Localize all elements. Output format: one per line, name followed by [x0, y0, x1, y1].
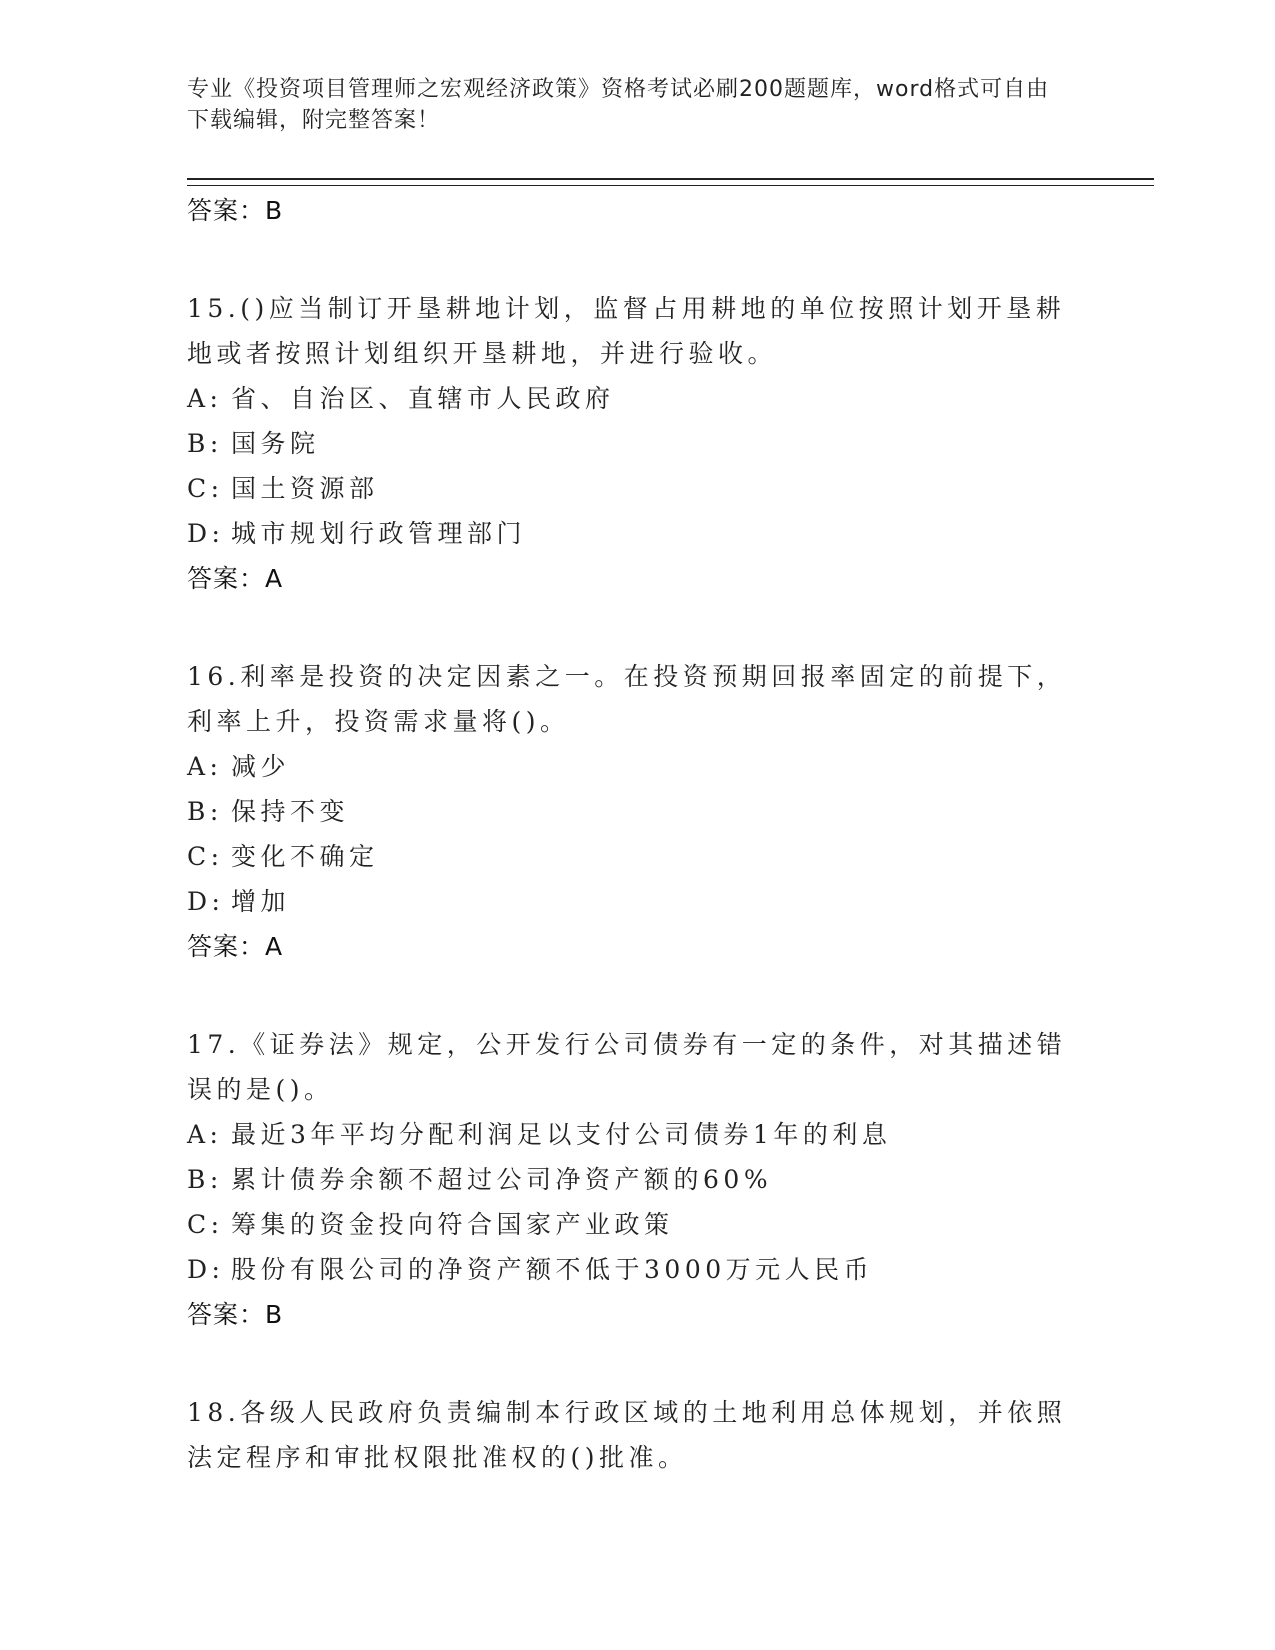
spacer	[187, 1338, 1067, 1390]
option-text: 增加	[231, 887, 291, 916]
option-text: 省、自治区、直辖市人民政府	[231, 384, 615, 413]
option-b	[187, 421, 1067, 466]
option-b	[187, 1157, 1067, 1202]
spacer	[187, 234, 1067, 286]
option-c	[187, 834, 1067, 879]
option-text: 累计债券余额不超过公司净资产额的60%	[231, 1165, 773, 1194]
spacer	[187, 602, 1067, 654]
option-letter: D:	[187, 1255, 225, 1284]
question-block	[187, 1022, 1067, 1338]
option-letter: A:	[187, 752, 223, 781]
option-letter: D:	[187, 887, 225, 916]
option-letter: A:	[187, 1120, 223, 1149]
question-stem: 15.()应当制订开垦耕地计划，监督占用耕地的单位按照计划开垦耕地或者按照计划组织开垦耕地，并进行验收。	[187, 294, 1066, 368]
option-letter: B:	[187, 1165, 223, 1194]
option-letter: C:	[187, 1210, 224, 1239]
option-a	[187, 376, 1067, 421]
spacer	[187, 970, 1067, 1022]
option-text: 国土资源部	[231, 474, 379, 503]
option-b	[187, 789, 1067, 834]
option-d	[187, 879, 1067, 924]
option-text: 城市规划行政管理部门	[231, 519, 527, 548]
question-block	[187, 1390, 1067, 1480]
answer-line: 答案：B	[187, 1300, 284, 1329]
option-letter: C:	[187, 474, 224, 503]
question-stem: 16.利率是投资的决定因素之一。在投资预期回报率固定的前提下，利率上升，投资需求量将()。	[187, 662, 1067, 736]
option-letter: A:	[187, 384, 223, 413]
answer-line: 答案：A	[187, 932, 284, 961]
option-text: 变化不确定	[231, 842, 379, 871]
option-text: 保持不变	[231, 797, 350, 826]
option-letter: B:	[187, 429, 223, 458]
option-text: 筹集的资金投向符合国家产业政策	[231, 1210, 674, 1239]
option-text: 国务院	[231, 429, 320, 458]
option-a	[187, 744, 1067, 789]
option-a	[187, 1112, 1067, 1157]
question-list	[187, 188, 1067, 1480]
answer-line: 答案：B	[187, 196, 284, 225]
option-d	[187, 1247, 1067, 1292]
option-c	[187, 466, 1067, 511]
option-d	[187, 511, 1067, 556]
answer-line: 答案：A	[187, 564, 284, 593]
question-stem: 18.各级人民政府负责编制本行政区域的土地利用总体规划，并依照法定程序和审批权限批准权的()批准。	[187, 1398, 1067, 1472]
page-header: 专业《投资项目管理师之宏观经济政策》资格考试必刷200题题库，word格式可自由下载编辑，附完整答案！	[187, 77, 1050, 133]
question-block	[187, 286, 1067, 602]
option-letter: B:	[187, 797, 223, 826]
option-c	[187, 1202, 1067, 1247]
option-text: 股份有限公司的净资产额不低于3000万元人民币	[231, 1255, 874, 1284]
option-letter: C:	[187, 842, 224, 871]
question-block	[187, 654, 1067, 970]
option-letter: D:	[187, 519, 225, 548]
header-divider	[187, 178, 1154, 186]
option-text: 最近3年平均分配利润足以支付公司债券1年的利息	[231, 1120, 892, 1149]
question-stem: 17.《证券法》规定，公开发行公司债券有一定的条件，对其描述错误的是()。	[187, 1030, 1067, 1104]
option-text: 减少	[231, 752, 291, 781]
